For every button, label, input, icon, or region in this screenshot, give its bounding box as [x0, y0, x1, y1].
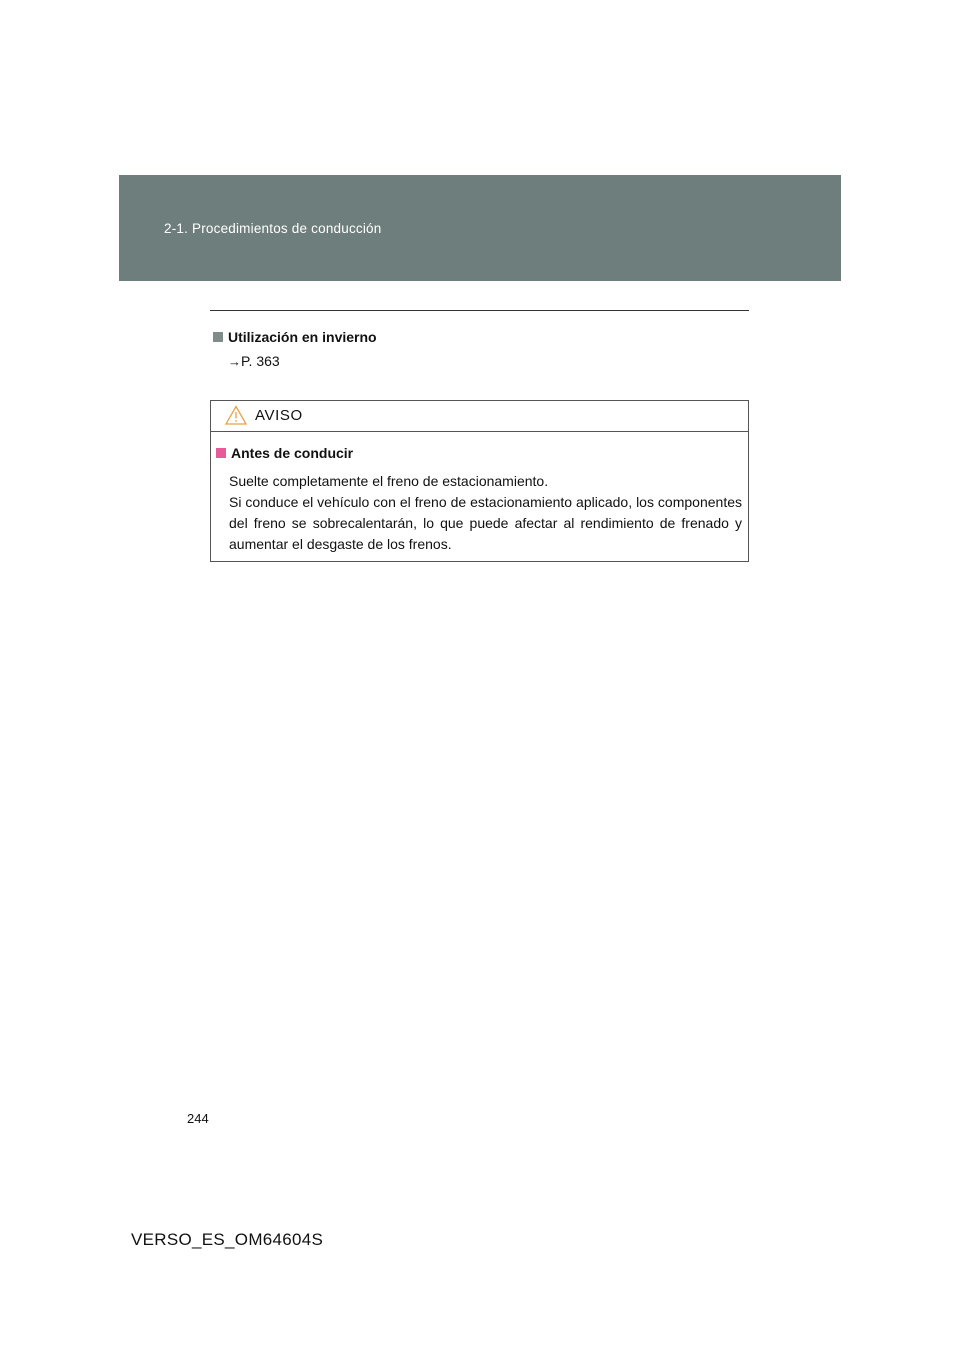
warning-header — [211, 401, 748, 432]
warning-title: Antes de conducir — [231, 445, 354, 461]
header-band — [119, 175, 841, 281]
section-title: Utilización en invierno — [228, 329, 377, 345]
arrow-right-icon: → — [228, 354, 241, 369]
warning-text: Suelte completamente el freno de estacionamiento. — [229, 473, 549, 489]
section-heading — [213, 329, 743, 345]
warning-box — [210, 400, 749, 562]
warning-text: Si conduce el vehículo con el freno de estacionamiento aplicado, los componentes del freno se sobrecalentarán, lo que puede afectar al rendimiento de frenado y aumentar el desgaste de los frenos. — [229, 494, 742, 552]
page-reference — [228, 353, 743, 369]
warning-heading — [216, 445, 353, 461]
page-number: 244 — [187, 1111, 209, 1126]
section-divider — [210, 310, 749, 311]
square-bullet-icon — [213, 332, 223, 342]
section-breadcrumb: 2-1. Procedimientos de conducción — [164, 221, 382, 236]
warning-label: AVISO — [255, 407, 303, 424]
winter-usage-section — [213, 329, 743, 369]
warning-body — [229, 471, 742, 555]
square-bullet-icon — [216, 448, 226, 458]
page-reference-link[interactable]: P. 363 — [241, 353, 280, 369]
document-code: VERSO_ES_OM64604S — [131, 1230, 324, 1249]
warning-triangle-icon — [225, 405, 247, 425]
